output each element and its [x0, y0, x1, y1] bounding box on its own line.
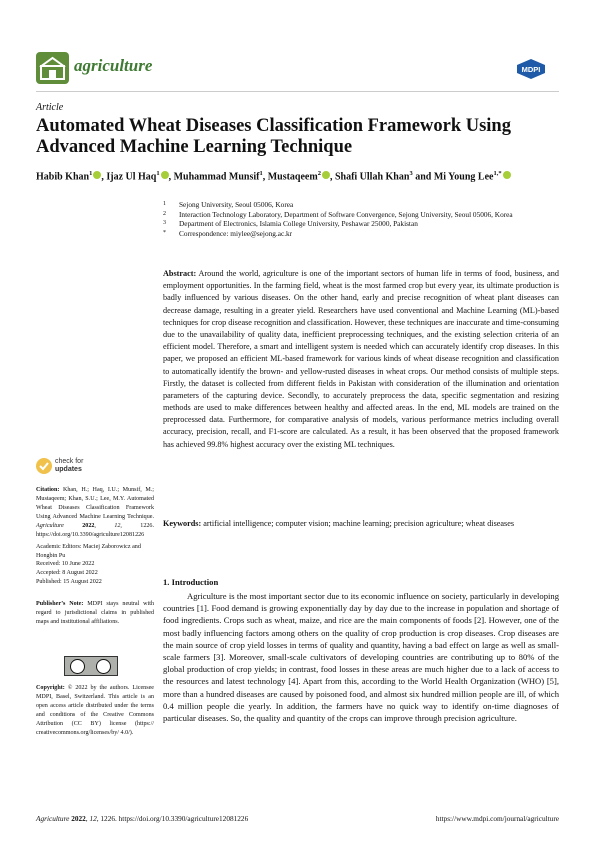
journal-logo-icon [36, 52, 69, 84]
author-separator: and [412, 171, 434, 183]
author-affiliation-number: 1 [156, 170, 160, 177]
citation: Citation: Khan, H.; Haq, I.U.; Munsif, M.; Mustaqeem; Khan, S.U.; Lee, M.Y. Automated Wheat Diseases Classification Framework Using Advanced Machine Learning Technique. Agriculture 2022, 12, 1226. https://doi.org/10.3390/agriculture12081226 [36, 487, 154, 538]
svg-text:MDPI: MDPI [521, 65, 541, 74]
cc-by-license-icon[interactable] [64, 656, 118, 676]
author-name: Muhammad Munsif [173, 171, 260, 183]
check-for-updates-label: check for [55, 458, 84, 465]
affiliation-item [163, 210, 553, 220]
footer-volume: 12 [89, 814, 97, 823]
abstract-label: Abstract: [163, 269, 197, 278]
article-type: Article [36, 102, 64, 113]
cc-icon [70, 659, 85, 674]
correspondence [163, 229, 553, 239]
citation-label: Citation: [36, 487, 60, 493]
orcid-icon[interactable] [503, 171, 511, 179]
affiliation-number: 1 [163, 201, 166, 207]
keywords [163, 518, 559, 530]
affiliation-number: 3 [163, 220, 166, 227]
journal-url[interactable]: https://www.mdpi.com/journal/agriculture [435, 814, 559, 823]
abstract [163, 268, 559, 451]
affiliation-text: Department of Electronics, Islamia College University, Peshawar 25000, Pakistan [179, 219, 418, 229]
accepted-date: Accepted: 8 August 2022 [36, 570, 98, 576]
citation-year: 2022 [82, 523, 95, 529]
author-list [36, 168, 556, 183]
citation-journal: Agriculture [36, 523, 64, 529]
copyright-label: Copyright: [36, 685, 65, 691]
affiliation-text: Interaction Technology Laboratory, Department of Software Convergence, Sejong University, Seoul 05006, Korea [179, 209, 513, 219]
header-divider [36, 91, 559, 92]
publishers-note-label: Publisher’s Note: [36, 601, 84, 607]
check-for-updates-icon[interactable] [36, 458, 52, 474]
publishers-note [36, 600, 154, 627]
affiliation-number: * [163, 229, 166, 236]
author-name: Habib Khan [36, 171, 90, 183]
published-date: Published: 15 August 2022 [36, 579, 102, 585]
keywords-label: Keywords: [163, 519, 202, 528]
affiliation-text: Sejong University, Seoul 05006, Korea [179, 200, 294, 209]
academic-editors: Academic Editors: Maciej Zaborowicz and Hongbin Pu [36, 544, 141, 559]
author-affiliation-number: 1,* [493, 170, 502, 177]
author-affiliation-number: 1 [259, 170, 263, 177]
received-date: Received: 10 June 2022 [36, 561, 95, 567]
publishers-note-text: MDPI stays neutral with regard to jurisdictional claims in published maps and institutional affiliations. [36, 601, 154, 625]
author-separator: , [101, 171, 107, 183]
page-footer: Agriculture 2022, 12, 1226. https://doi.org/10.3390/agriculture12081226 [36, 814, 249, 823]
affiliation-item [163, 219, 553, 229]
citation-text: Khan, H.; Haq, I.U.; Munsif, M.; Mustaqeem; Khan, S.U.; Lee, M.Y. Automated Wheat Diseases Classification Framework Using Advanced Machine Learning Technique. [36, 487, 154, 520]
footer-doi[interactable]: , 1226. https://doi.org/10.3390/agriculture12081226 [96, 814, 249, 823]
author-name: Mi Young Lee [433, 171, 494, 183]
footer-journal: Agriculture [36, 814, 70, 823]
publication-dates [36, 560, 154, 587]
mdpi-logo-icon[interactable] [516, 58, 546, 80]
introduction-text [163, 590, 559, 724]
copyright [36, 684, 154, 738]
author-separator: , [168, 171, 174, 183]
article-title: Automated Wheat Diseases Classification Framework Using Advanced Machine Learning Technique [36, 116, 511, 157]
author-affiliation-number: 2 [317, 170, 321, 177]
journal-name[interactable]: agriculture [74, 56, 153, 75]
affiliation-item [163, 200, 553, 210]
copyright-text: © 2022 by the authors. Licensee MDPI, Basel, Switzerland. This article is an open access article distributed under the terms and conditions of the Creative Commons Attribution (CC BY) license (https:// creativecommons.org/licenses/by/ 4.0/). [36, 685, 154, 736]
author-name: Ijaz Ul Haq [106, 171, 157, 183]
author-name: Mustaqeem [267, 171, 318, 183]
orcid-icon[interactable] [161, 171, 169, 179]
introduction-paragraph: Agriculture is the most important sector due to its economic influence on society, particularly in developing countries [1]. Food demand is growing exponentially day by day due to the increase in population and shortage of food ingredients. Crops such as wheat, maize, and rice are the main components of foods [2]. However, one of the most badly influencing factors among others on the quality of crop production is crop diseases. Crop diseases are the main source of crop yield losses in terms of quality and quantity, having a bad effect on large as well as small-scale farmers [3]. Moreover, small-scale cultivators of developing countries are contributing up to 80% of the global production of crop yields; in contrast, food losses in these areas are much higher due to a lack of access to the resources and latest technology [4]. Apart from this, according to the World Health Organization (WHO) [5], more than a hundred diseases are caused by poisoned food, and almost six hundred million people are ill, of which 0.4 million people die yearly. In addition, the farmers have no quick way to identify on-time diagnoses of particular diseases. So, the quality and quantity of the crops can improve through precision agriculture. [163, 591, 559, 723]
correspondence-text[interactable]: Correspondence: miylee@sejong.ac.kr [179, 228, 293, 238]
abstract-text: Around the world, agriculture is one of the important sectors of human life in terms of food, business, and employment opportunities. In the farming field, wheat is the most farmed crop but every year, its ultimate production is badly influenced by various diseases. On the other hand, early and precise recognition of wheat plant diseases can decrease damage, resulting in a greater yield. Researchers have used conventional and Machine Learning (ML)-based techniques for crop disease recognition and classification. However, these techniques are inaccurate and time-consuming due to the unavailability of quality data, inefficient preprocessing techniques, and the existing selection criteria of an efficient model. Therefore, a smart and intelligent system is needed which can accurately identify crop diseases. In this paper, we proposed an efficient ML-based framework for various kinds of wheat disease recognition and classification to automatically identify the brown- and yellow-rusted diseases in wheat crops. Our method consists of multiple steps. Firstly, the dataset is collected from different fields in Pakistan with consideration of the illumination and orientation parameters of the capturing device. Secondly, to accurately preprocess the data, specific segmentation and resizing methods are used to make differences between healthy and affected areas. In the end, ML models are trained on the preprocessed data. Furthermore, for comparative analysis of models, various performance metrics including overall accuracy, precision, recall, and F1-score are calculated. As a result, it has been observed that the proposed framework has achieved 99.8% highest accuracy over the existing ML techniques. [163, 269, 559, 449]
footer-year: 2022 [71, 814, 86, 823]
section-heading: 1. Introduction [163, 577, 219, 587]
citation-volume: 12 [114, 523, 121, 529]
keywords-text: artificial intelligence; computer vision; machine learning; precision agriculture; wheat diseases [203, 519, 515, 528]
check-for-updates-button[interactable] [55, 458, 83, 473]
check-for-updates-label: updates [55, 465, 82, 473]
orcid-icon[interactable] [322, 171, 330, 179]
author-affiliation-number: 3 [409, 170, 413, 177]
author-affiliation-number: 1 [89, 170, 93, 177]
citation-doi[interactable]: , 1226. https://doi.org/10.3390/agriculture12081226 [36, 523, 154, 538]
author-separator: , [262, 171, 268, 183]
affiliation-number: 2 [163, 210, 166, 217]
affiliations [163, 200, 553, 238]
author-name: Shafi Ullah Khan [334, 171, 410, 183]
author-separator: , [329, 171, 335, 183]
by-icon [96, 659, 111, 674]
